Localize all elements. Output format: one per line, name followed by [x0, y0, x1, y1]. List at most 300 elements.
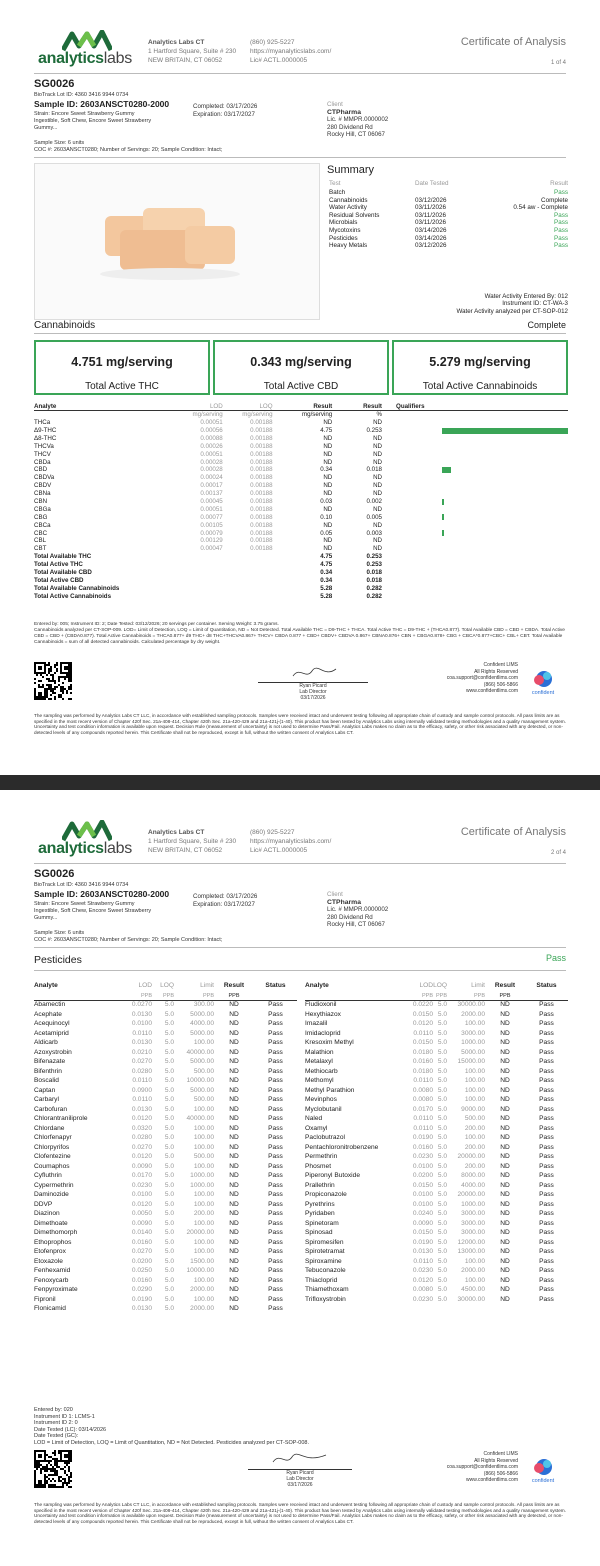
lod-value: 0.00026 [200, 442, 223, 450]
total-pct: 0.282 [366, 592, 382, 600]
status-value: Pass [268, 1286, 283, 1294]
pesticide-unit-row [34, 992, 297, 1001]
qr-code[interactable] [34, 662, 72, 700]
lod-value: 0.0190 [412, 1134, 433, 1142]
lod-value: 0.0100 [131, 1020, 152, 1028]
result-value: ND [500, 1010, 510, 1018]
analyte-name: CBT [34, 545, 47, 553]
analyte-name: Spirotetramat [305, 1248, 345, 1256]
loq-value: 5.0 [437, 1276, 447, 1284]
lims-name: Confident LIMS [483, 1451, 518, 1457]
lod-value: 0.0900 [131, 1086, 152, 1094]
lims-rights: All Rights Reserved [474, 668, 518, 675]
summary-row [327, 204, 568, 212]
result-value: ND [229, 1067, 239, 1075]
pesticide-row [34, 1010, 297, 1020]
analyte-name: Spiromesifen [305, 1238, 344, 1246]
client-addr2: Rocky Hill, CT 06067 [327, 921, 386, 928]
loq-value: 5.0 [164, 1153, 174, 1161]
total-thc-label: Total Active THC [85, 381, 159, 392]
analyte-name: Etofenprox [34, 1248, 66, 1256]
total-value: 0.34 [320, 568, 333, 576]
result-value: ND [229, 1086, 239, 1094]
analytics-labs-logo [38, 30, 138, 68]
result-value: ND [500, 1029, 510, 1037]
summary-result: Pass [554, 242, 568, 250]
result-value: ND [229, 1229, 239, 1237]
pesticide-row [305, 1077, 568, 1087]
result-value: ND [323, 474, 333, 482]
loq-value: 5.0 [437, 1238, 447, 1246]
result-value: ND [500, 1153, 510, 1161]
lab-addr2: NEW BRITAIN, CT 06052 [148, 57, 223, 64]
loq-value: 0.00188 [250, 426, 273, 434]
loq-value: 5.0 [164, 1229, 174, 1237]
sample-type-cont: Gummy... [34, 124, 58, 131]
lims-url[interactable]: www.confidentlims.com [466, 1477, 518, 1483]
analyte-name: Chlorantraniliprole [34, 1115, 88, 1123]
gummy-image [35, 164, 319, 319]
lims-url[interactable]: www.confidentlims.com [466, 688, 518, 694]
limit-value: 8000.00 [461, 1172, 485, 1180]
status-value: Pass [268, 1238, 283, 1246]
lod-value: 0.00056 [200, 426, 223, 434]
confident-logo-icon [533, 670, 553, 688]
result-value: ND [500, 1229, 510, 1237]
status-value: Pass [539, 1020, 554, 1028]
pesticide-row [305, 1276, 568, 1286]
loq-value: 5.0 [164, 1238, 174, 1246]
lod-value: 0.0120 [412, 1276, 433, 1284]
analyte-name: Dimethoate [34, 1219, 68, 1227]
analyte-name: CBDa [34, 458, 51, 466]
cannabinoid-row [34, 545, 568, 553]
loq-value: 0.00188 [250, 490, 273, 498]
loq-value: 5.0 [164, 1200, 174, 1208]
analyte-name: Acetamiprid [34, 1029, 69, 1037]
pesticide-row [305, 1105, 568, 1115]
limit-value: 100.00 [464, 1086, 485, 1094]
loq-value: 5.0 [164, 1181, 174, 1189]
qualifier-bar [442, 514, 444, 520]
lims-email[interactable]: coa.support@confidentlims.com [446, 675, 518, 681]
limit-value: 20000.00 [457, 1191, 485, 1199]
cannabinoid-row [34, 450, 568, 458]
pesticide-row [305, 1257, 568, 1267]
pesticide-row [34, 1143, 297, 1153]
limit-value: 1000.00 [461, 1200, 485, 1208]
loq-value: 5.0 [437, 1086, 447, 1094]
pesticide-row [34, 1153, 297, 1163]
cannabinoid-row [34, 466, 568, 474]
result-value: ND [500, 1020, 510, 1028]
lod-value: 0.0230 [412, 1153, 433, 1161]
lod-value: 0.0120 [131, 1153, 152, 1161]
logo-text-a: analytics [38, 50, 104, 67]
limit-value: 4000.00 [461, 1181, 485, 1189]
cannabinoid-unit-row [34, 411, 568, 419]
pesticide-row [34, 1077, 297, 1087]
limit-value: 5000.00 [190, 1029, 214, 1037]
pesticide-row [34, 1096, 297, 1106]
lod-value: 0.0270 [131, 1143, 152, 1151]
result-value: ND [229, 1105, 239, 1113]
status-value: Pass [268, 1067, 283, 1075]
pesticide-header-row [34, 982, 297, 992]
loq-value: 5.0 [164, 1067, 174, 1075]
pesticide-row [305, 1115, 568, 1125]
loq-value: 5.0 [164, 1048, 174, 1056]
result-value: ND [229, 1210, 239, 1218]
lod-value: 0.0150 [412, 1010, 433, 1018]
result-value: ND [323, 458, 333, 466]
result-value: ND [500, 1058, 510, 1066]
result-pct: 0.253 [366, 426, 382, 434]
lod-value: 0.0190 [412, 1238, 433, 1246]
result-value: ND [229, 1200, 239, 1208]
result-value: ND [229, 1010, 239, 1018]
lab-phone: (860) 925-5227 [250, 39, 295, 46]
total-name: Total Active CBD [34, 576, 84, 584]
loq-value: 5.0 [437, 1124, 447, 1132]
limit-value: 2000.00 [190, 1286, 214, 1294]
status-value: Pass [539, 1010, 554, 1018]
status-value: Pass [539, 1267, 554, 1275]
lod-value: 0.0150 [412, 1039, 433, 1047]
limit-value: 100.00 [464, 1096, 485, 1104]
summary-date: 03/11/2026 [415, 219, 447, 227]
cannabinoid-row [34, 482, 568, 490]
lod-value: 0.0240 [412, 1210, 433, 1218]
result-value: ND [500, 1096, 510, 1104]
limit-value: 300.00 [193, 1001, 214, 1009]
qualifier-bar [442, 467, 451, 473]
loq-value: 5.0 [164, 1001, 174, 1009]
pesticide-row [305, 1181, 568, 1191]
signatory-title: Lab Director [299, 689, 327, 695]
summary-result: Pass [554, 234, 568, 242]
logo-text-b: labs [103, 50, 132, 67]
cannabinoid-row [34, 458, 568, 466]
status-value: Pass [539, 1029, 554, 1037]
result-value: ND [500, 1105, 510, 1113]
cannabinoid-row [34, 419, 568, 427]
analyte-name: CBN [34, 497, 48, 505]
page-separator [0, 775, 600, 790]
lod-value: 0.0250 [131, 1267, 152, 1275]
lod-value: 0.0110 [132, 1096, 152, 1104]
analyte-name: Pyrethrins [305, 1200, 335, 1208]
result-value: ND [323, 537, 333, 545]
status-value: Pass [268, 1172, 283, 1180]
pesticide-row [34, 1058, 297, 1068]
analyte-name: Spinetoram [305, 1219, 339, 1227]
pesticide-row [305, 1229, 568, 1239]
limit-value: 30000.00 [457, 1295, 485, 1303]
summary-date: 03/12/2026 [415, 242, 447, 250]
result-pct: ND [373, 490, 382, 498]
status-value: Pass [539, 1153, 554, 1161]
pesticides-status: Pass [545, 953, 566, 963]
lab-addr1: 1 Hartford Square, Suite # 230 [148, 838, 237, 845]
loq-value: 5.0 [437, 1229, 447, 1237]
loq-value: 5.0 [437, 1219, 447, 1227]
lims-rights: All Rights Reserved [474, 1457, 518, 1464]
loq-value: 0.00188 [250, 482, 273, 490]
lod-value: 0.0280 [131, 1067, 152, 1075]
analyte-name: Spinosad [305, 1229, 333, 1237]
analyte-name: Pentachloronitrobenzene [305, 1143, 379, 1151]
total-name: Total Active THC [34, 561, 83, 569]
limit-value: 2000.00 [461, 1010, 485, 1018]
pesticide-row [305, 1286, 568, 1296]
unit-limit: PPB [473, 992, 485, 999]
pest-note-3: Instrument ID 2: 0 [34, 1420, 78, 1427]
loq-value: 5.0 [164, 1295, 174, 1303]
sample-type-cont: Gummy... [34, 914, 58, 921]
signatory-date: 03/17/2026 [287, 1482, 313, 1488]
summary-row [327, 242, 568, 250]
divider [34, 947, 566, 948]
loq-value: 5.0 [164, 1105, 174, 1113]
col-analyte: Analyte [305, 982, 329, 990]
client-block [327, 101, 388, 139]
result-value: ND [500, 1086, 510, 1094]
lod-value: 0.0230 [412, 1295, 433, 1303]
cannabinoid-note-2: Cannabinoids analyzed per CT-SOP-009. LOD= Limit of Detection, LOQ = Limit of Quantitation, ND = Not Detected. Total Available THC = D9-THC + THCA. Total Active THC = D9-THC + (THCA0.877). Total Available CBD = CBD + CBDA. Total Active CBD = CBD + (CBDA0.877). Total Active Cannabinoids = THCA0.877+ d9 THC+ d8 THC+THCVA0.867+ THCV+ CBDA 0.877 + CBD+ CBDV+ CBDVA 0.867+ CBNA0.876+ CBN + CBGA0.878+ CBG + CBCA*0.877+CBC+ CBL+ CBT. Total Available Cannabinoids = sum of all detected cannabinoids. Calculated percentage by dry weight. [34, 628, 565, 645]
result-value: ND [229, 1238, 239, 1246]
status-value: Pass [268, 1143, 283, 1151]
loq-value: 5.0 [437, 1200, 447, 1208]
pesticide-row [34, 1134, 297, 1144]
analyte-name: CBNa [34, 490, 51, 498]
loq-value: 5.0 [437, 1029, 447, 1037]
analyte-name: Cyfluthrin [34, 1172, 62, 1180]
client-label: Client [327, 891, 343, 898]
analyte-name: Acephate [34, 1010, 62, 1018]
status-value: Pass [539, 1238, 554, 1246]
confident-lims-info [420, 662, 518, 695]
cannabinoid-row [34, 537, 568, 545]
status-value: Pass [539, 1191, 554, 1199]
pesticide-row [34, 1124, 297, 1134]
loq-value: 5.0 [164, 1039, 174, 1047]
pesticide-row [34, 1115, 297, 1125]
result-pct: ND [373, 505, 382, 513]
summary-test: Batch [329, 189, 346, 196]
result-value: ND [323, 545, 333, 553]
wa-instrument: Instrument ID: CT-WA-3 [502, 300, 568, 308]
limit-value: 5000.00 [190, 1058, 214, 1066]
page-number: 2 of 4 [550, 850, 566, 856]
cannabinoids-title: Cannabinoids [34, 320, 96, 331]
analyte-name: Oxamyl [305, 1124, 328, 1132]
status-value: Pass [268, 1305, 283, 1313]
status-value: Pass [268, 1115, 283, 1123]
loq-value: 0.00188 [250, 513, 273, 521]
status-value: Pass [268, 1191, 283, 1199]
pesticide-row [34, 1229, 297, 1239]
qr-code-icon [34, 1450, 72, 1488]
analyte-name: Pyridaben [305, 1210, 335, 1218]
analyte-name: Trifloxystrobin [305, 1295, 346, 1303]
lod-value: 0.00045 [200, 497, 223, 505]
result-pct: 0.003 [366, 529, 382, 537]
status-value: Pass [539, 1134, 554, 1142]
total-pct: 0.253 [366, 553, 382, 561]
analyte-name: CBL [34, 537, 47, 545]
limit-value: 20000.00 [186, 1229, 214, 1237]
loq-value: 0.00188 [250, 497, 273, 505]
sample-id: Sample ID: 2603ANSCT0280-2000 [34, 99, 170, 109]
analyte-name: Carbofuran [34, 1105, 67, 1113]
limit-value: 5000.00 [190, 1086, 214, 1094]
lod-value: 0.00051 [200, 419, 223, 427]
analyte-name: CBDV [34, 482, 52, 490]
sample-code: SG0026 [34, 868, 75, 880]
lod-value: 0.0160 [412, 1058, 433, 1066]
client-label: Client [327, 101, 343, 108]
analyte-name: Ethoprophos [34, 1238, 72, 1246]
lod-value: 0.0120 [131, 1200, 152, 1208]
pesticide-row [305, 1134, 568, 1144]
status-value: Pass [539, 1077, 554, 1085]
result-value: ND [500, 1077, 510, 1085]
coc-info: COC #: 2603ANSCT0280; Number of Servings: 20; Sample Condition: Intact; [34, 146, 223, 153]
limit-value: 30000.00 [457, 1001, 485, 1009]
lims-email[interactable]: coa.support@confidentlims.com [446, 1464, 518, 1470]
result-value: ND [323, 442, 333, 450]
total-row [34, 592, 568, 600]
loq-value: 5.0 [437, 1077, 447, 1085]
limit-value: 100.00 [193, 1276, 214, 1284]
limit-value: 3000.00 [461, 1210, 485, 1218]
lod-value: 0.00137 [200, 490, 223, 498]
loq-value: 0.00188 [250, 474, 273, 482]
cannabinoid-header-row [34, 403, 568, 411]
signature [290, 664, 340, 682]
status-value: Pass [539, 1229, 554, 1237]
pesticide-header-row [305, 982, 568, 992]
cannabinoid-row [34, 506, 568, 514]
status-value: Pass [268, 1153, 283, 1161]
confident-logo [526, 1458, 560, 1484]
sample-size: Sample Size: 6 units [34, 930, 85, 936]
result-value: ND [500, 1124, 510, 1132]
status-value: Pass [539, 1067, 554, 1075]
loq-value: 5.0 [164, 1010, 174, 1018]
result-value: ND [323, 450, 333, 458]
result-value: ND [500, 1238, 510, 1246]
loq-value: 5.0 [437, 1162, 447, 1170]
result-value: ND [229, 1143, 239, 1151]
pesticide-row [34, 1067, 297, 1077]
lab-phone: (860) 925-5227 [250, 829, 295, 836]
strain: Strain: Encore Sweet Strawberry Gummy [34, 901, 135, 907]
loq-value: 5.0 [437, 1267, 447, 1275]
status-value: Pass [268, 1086, 283, 1094]
loq-value: 0.00188 [250, 450, 273, 458]
header-divider [34, 73, 566, 74]
analyte-name: Azoxystrobin [34, 1048, 72, 1056]
col-qualifiers: Qualifiers [382, 403, 568, 411]
result-value: ND [500, 1295, 510, 1303]
client-block [327, 891, 388, 929]
pesticide-row [34, 1295, 297, 1305]
analyte-name: Fenpyroximate [34, 1286, 78, 1294]
unit-loq: PPB [435, 992, 447, 999]
result-value: ND [500, 1200, 510, 1208]
unit-loq: mg/serving [242, 411, 273, 419]
lab-url[interactable]: https://myanalyticslabs.com/ [250, 48, 332, 55]
analyte-name: Permethrin [305, 1153, 338, 1161]
status-value: Pass [268, 1096, 283, 1104]
loq-value: 5.0 [164, 1058, 174, 1066]
pesticide-row [34, 1086, 297, 1096]
col-lod: LOD [138, 982, 152, 990]
result-value: ND [500, 1134, 510, 1142]
signatory-name: Ryan Picard [299, 683, 327, 689]
pesticide-row [34, 1172, 297, 1182]
analyte-name: Metalaxyl [305, 1058, 333, 1066]
col-status: Status [265, 982, 286, 990]
dates [193, 103, 257, 118]
summary-title: Summary [327, 164, 375, 176]
limit-value: 100.00 [464, 1067, 485, 1075]
lims-phone: (866) 506-5866 [483, 1470, 518, 1477]
loq-value: 5.0 [164, 1162, 174, 1170]
analyte-name: Kresoxim Methyl [305, 1039, 354, 1047]
pesticide-row [34, 1257, 297, 1267]
qr-code[interactable] [34, 1450, 72, 1488]
status-value: Pass [268, 1124, 283, 1132]
signatory-date: 03/17/2026 [300, 695, 326, 701]
summary-test: Pesticides [329, 234, 358, 242]
analyte-name: Chlorfenapyr [34, 1134, 72, 1142]
lod-value: 0.0180 [412, 1067, 433, 1075]
result-value: ND [323, 521, 333, 529]
lims-name: Confident LIMS [483, 662, 518, 668]
result-value: ND [229, 1001, 239, 1009]
result-pct: ND [373, 450, 382, 458]
lod-value: 0.0230 [131, 1181, 152, 1189]
analyte-name: Boscalid [34, 1077, 59, 1085]
qualifier-bar [442, 499, 444, 505]
loq-value: 5.0 [437, 1105, 447, 1113]
sample-code: SG0026 [34, 78, 75, 90]
completed-date: Completed: 03/17/2026 [193, 893, 258, 900]
result-value: ND [500, 1067, 510, 1075]
analyte-name: Acequinocyl [34, 1020, 70, 1028]
result-value: ND [323, 482, 333, 490]
limit-value: 2000.00 [461, 1267, 485, 1275]
analyte-name: Spiroxamine [305, 1257, 342, 1265]
status-value: Pass [539, 1286, 554, 1294]
doc-title: Certificate of Analysis [460, 826, 566, 838]
summary-row [327, 197, 568, 205]
lod-value: 0.0130 [131, 1305, 152, 1313]
result-pct: ND [373, 482, 382, 490]
unit-lod: mg/serving [192, 411, 223, 419]
summary-row [327, 227, 568, 235]
analytics-labs-logo [38, 820, 138, 858]
confident-brand: confident [531, 1478, 555, 1484]
analyte-name: CBDVa [34, 474, 55, 482]
status-value: Pass [539, 1248, 554, 1256]
lab-url[interactable]: https://myanalyticslabs.com/ [250, 838, 332, 845]
unit-result: PPB [228, 992, 240, 999]
lod-value: 0.00028 [200, 466, 223, 474]
